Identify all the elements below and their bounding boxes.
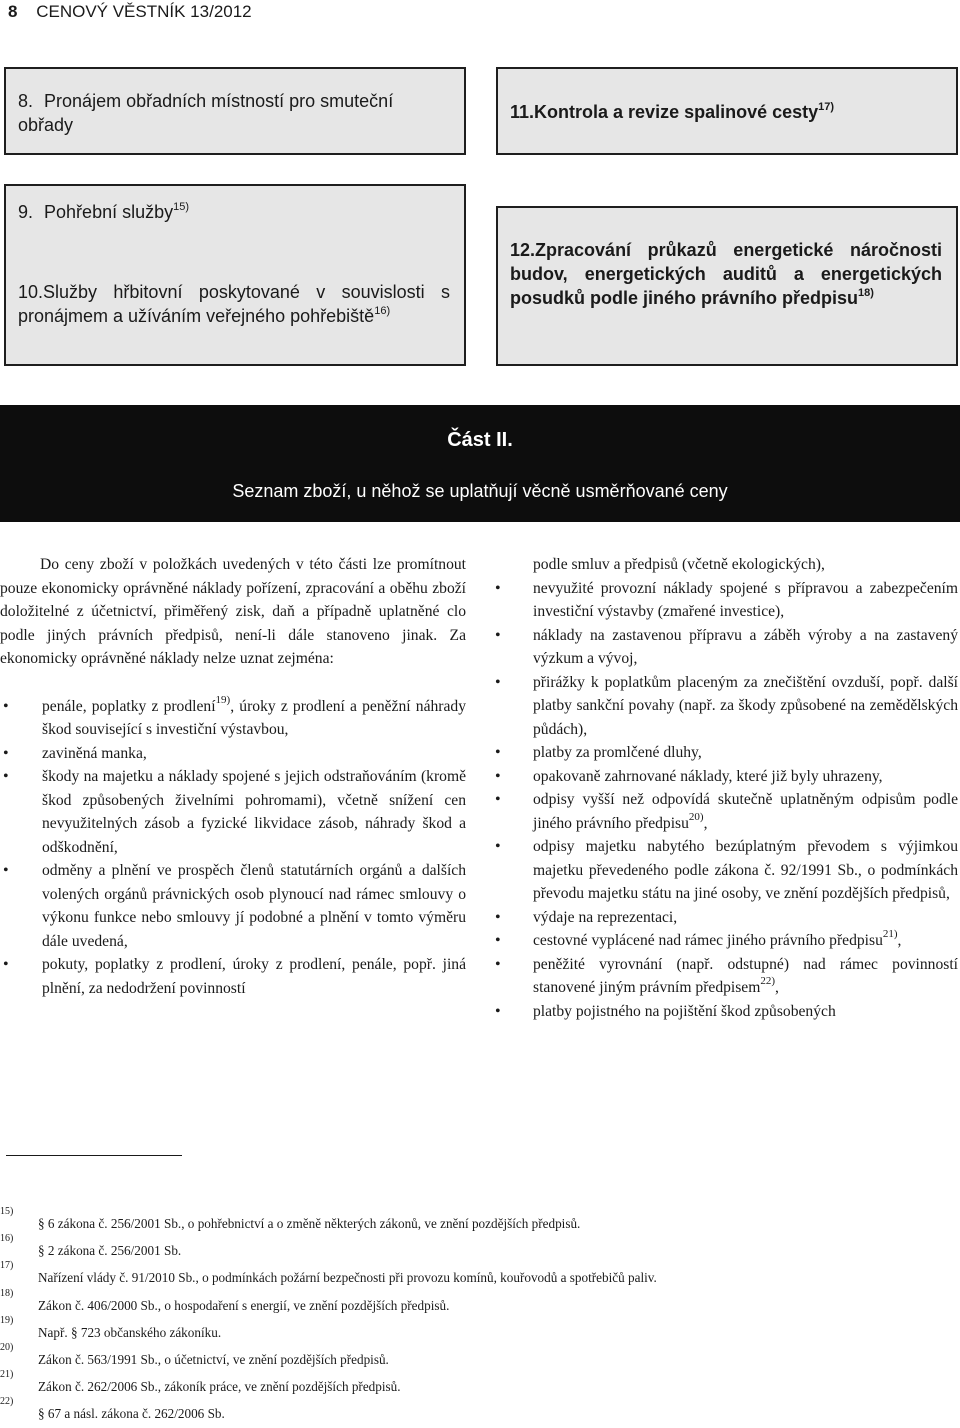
bullet-icon: • xyxy=(495,932,501,949)
footnote-ref: 22) xyxy=(760,975,776,987)
list-item-text: náklady na zastavenou přípravu a záběh výroby a na zastavený výzkum a vývoj, xyxy=(533,626,958,667)
bullet-icon: • xyxy=(495,1002,501,1020)
box-item-12-text: 12.Zpracování průkazů energetické náročnosti budov, energetických auditů a energetických posudků podle jiného právního předpisu$^{18)}$ xyxy=(510,240,942,308)
footnote-text: Zákon č. 563/1991 Sb., o účetnictví, ve znění pozdějších předpisů. xyxy=(38,1351,389,1367)
list-item xyxy=(0,695,466,742)
footnote xyxy=(0,1314,960,1346)
list-item-text: platby pojistného na pojištění škod způsobených xyxy=(533,1002,836,1020)
footnotes xyxy=(0,1206,960,1428)
footnote-text: Nařízení vlády č. 91/2010 Sb., o podmínkách požární bezpečnosti při provozu komínů, kouřovodů a spotřebičů paliv. xyxy=(38,1270,657,1286)
footnote-mark: 20) xyxy=(0,1341,14,1353)
footnote-mark: 16) xyxy=(0,1233,14,1245)
footnote-text: Zákon č. 262/2006 Sb., zákoník práce, ve znění pozdějších předpisů. xyxy=(38,1379,401,1395)
box-item-12 xyxy=(496,206,958,366)
bullet-icon: • xyxy=(495,673,501,691)
footnote-ref: 20) xyxy=(688,810,704,823)
bullet-icon: • xyxy=(495,767,501,785)
footnote-text: § 6 zákona č. 256/2001 Sb., o pohřebnictví a o změně některých zákonů, ve znění pozdějších předpisů. xyxy=(38,1216,581,1231)
bullet-icon: • xyxy=(495,626,501,644)
footnote-ref: 21) xyxy=(882,928,898,940)
footnote-mark: 19) xyxy=(0,1314,14,1326)
list-item xyxy=(492,624,958,671)
exclusion-list-right xyxy=(492,577,958,1024)
list-item xyxy=(492,929,958,953)
footnote-text: § 2 zákona č. 256/2001 Sb. xyxy=(38,1243,182,1259)
list-item xyxy=(492,1000,958,1024)
bullet-icon: • xyxy=(495,744,501,761)
footnote-ref: 19) xyxy=(215,693,231,706)
list-item xyxy=(492,788,958,835)
intro-paragraph: Do ceny zboží v položkách uvedených v této části lze promítnout pouze ekonomicky oprávněné náklady pořízení, zpracování a oběhu zboží doložitelné z účetnictví, přiměřený zisk, daň a případně uplatněné clo podle jiných právních předpisů, není-li dále stanoveno jinak. Za ekonomicky oprávněné náklady nelze uznat zejména: xyxy=(0,556,466,667)
list-item-text: odměny a plnění ve prospěch členů statutárních orgánů a dalších volených orgánů právnických osob plynoucí nad rámec smlouvy o výkonu funkce nebo smlouvy jí podobné a plnění v tomto výměru dále uvedená, xyxy=(42,862,466,950)
list-item-text: cestovné vyplácené nad rámec jiného právního předpisu xyxy=(533,932,883,949)
footnote-ref: 18) xyxy=(858,287,874,299)
section-title: Seznam zboží, u něhož se uplatňují věcně usměrňované ceny xyxy=(232,481,728,501)
list-item-text: penále, poplatky z prodlení xyxy=(42,697,216,715)
footnote-mark: 22) xyxy=(0,1396,14,1408)
footnote-text: § 67 a násl. zákona č. 262/2006 Sb. xyxy=(38,1406,225,1422)
list-item xyxy=(0,953,466,1000)
bullet-icon: • xyxy=(495,908,501,926)
footnote-ref: 17) xyxy=(818,101,835,113)
bullet-icon: • xyxy=(495,838,501,855)
running-header xyxy=(8,0,252,24)
box-item-11-text: 11.Kontrola a revize spalinové cesty$^{17)}$ xyxy=(510,101,835,122)
bullet-icon: • xyxy=(3,862,9,879)
bullet-icon: • xyxy=(495,791,501,808)
body-column-left xyxy=(0,553,466,1000)
list-item-text: zaviněná manka, xyxy=(42,744,147,762)
list-item xyxy=(492,741,958,765)
list-continuation: podle smluv a předpisů (včetně ekologických), xyxy=(533,556,825,573)
list-item-text: nevyužité provozní náklady spojené s přípravou a zabezpečením investiční výstavby (zmařené investice), xyxy=(533,579,958,620)
footnote xyxy=(0,1233,960,1264)
box-item-10-text: 10.Služby hřbitovní poskytované v souvislosti s pronájmem a užíváním veřejného pohřebiště$^{16)}$ xyxy=(18,282,450,326)
list-item xyxy=(492,953,958,1000)
list-item-text: přirážky k poplatkům placeným za znečištění ovzduší, popř. další platby sankční povahy (např. za škody způsobené na zemědělských půdách), xyxy=(533,673,958,738)
box-items-9-10 xyxy=(4,184,466,366)
footnote xyxy=(0,1206,960,1237)
bullet-icon: • xyxy=(3,956,9,973)
footnote-mark: 15) xyxy=(0,1206,14,1217)
list-item-text-tail: , xyxy=(897,932,902,949)
list-item-text-tail: , úroky z prodlení a peněžní náhrady škod související s investiční výstavbou, xyxy=(42,697,466,738)
list-item xyxy=(492,835,958,906)
list-item-text: platby za promlčené dluhy, xyxy=(533,744,702,761)
footnote xyxy=(0,1341,960,1373)
footnote-separator xyxy=(6,1155,182,1156)
box-item-8-text: 8. Pronájem obřadních místností pro smuteční obřady xyxy=(18,91,394,135)
list-item xyxy=(492,671,958,742)
bullet-icon: • xyxy=(495,579,501,597)
footnote-text: Např. § 723 občanského zákoníku. xyxy=(38,1324,222,1340)
box-item-8 xyxy=(4,67,466,155)
footnote-mark: 21) xyxy=(0,1369,14,1381)
box-item-9-text: 9. Pohřební služby$^{15)}$ xyxy=(18,201,190,222)
list-item-text: výdaje na reprezentaci, xyxy=(533,908,678,926)
footnote-mark: 18) xyxy=(0,1287,14,1299)
body-column-right xyxy=(492,553,958,1023)
list-item-text-tail: , xyxy=(703,814,708,832)
page-number: 8 xyxy=(8,2,18,21)
footnote xyxy=(0,1396,960,1427)
list-item-text-tail: , xyxy=(775,979,779,996)
bullet-icon: • xyxy=(3,744,9,762)
list-item-text: opakovaně zahrnované náklady, které již byly uhrazeny, xyxy=(533,767,883,785)
footnote-mark: 17) xyxy=(0,1260,14,1272)
section-band xyxy=(0,405,960,522)
footnote-text: Zákon č. 406/2000 Sb., o hospodaření s energií, ve znění pozdějších předpisů. xyxy=(38,1297,450,1313)
footnote xyxy=(0,1260,960,1291)
box-item-11 xyxy=(496,67,958,155)
list-item xyxy=(0,765,466,859)
footnote-ref: 16) xyxy=(374,305,391,317)
list-item-text: odpisy majetku nabytého bezúplatným převodem s výjimkou majetku převedeného podle zákona č. 92/1991 Sb., o podmínkách převodu majetku státu na jiné osoby, ve znění pozdějších předpisů, xyxy=(533,838,958,902)
list-item xyxy=(492,577,958,624)
bullet-icon: • xyxy=(495,955,501,973)
list-item-text: odpisy vyšší než odpovídá skutečně uplatněným odpisům podle jiného právního předpisu xyxy=(533,791,958,832)
exclusion-list-left xyxy=(0,695,466,1001)
footnote-ref: 15) xyxy=(173,201,190,213)
bullet-icon: • xyxy=(3,768,9,785)
bullet-icon: • xyxy=(3,697,9,715)
list-item-text: škody na majetku a náklady spojené s jejich odstraňováním (kromě škod způsobených živelními pohromami), včetně snížení cen nevyužitelných zásob a fyzické likvidace zásob, náhrady škod a odškodnění, xyxy=(42,768,466,856)
list-item xyxy=(492,906,958,930)
list-item xyxy=(492,765,958,789)
footnote xyxy=(0,1287,960,1319)
list-item-text: pokuty, poplatky z prodlení, úroky z prodlení, penále, popř. jiná plnění, za nedodržení povinností xyxy=(42,956,466,997)
list-item-text: peněžité vyrovnání (např. odstupné) nad rámec povinností stanovené jiným právním předpisem xyxy=(533,955,958,996)
journal-title: CENOVÝ VĚSTNÍK 13/2012 xyxy=(36,2,252,21)
footnote xyxy=(0,1369,960,1400)
list-item xyxy=(0,859,466,953)
section-part-label: Část II. xyxy=(447,429,513,451)
list-item xyxy=(0,742,466,766)
